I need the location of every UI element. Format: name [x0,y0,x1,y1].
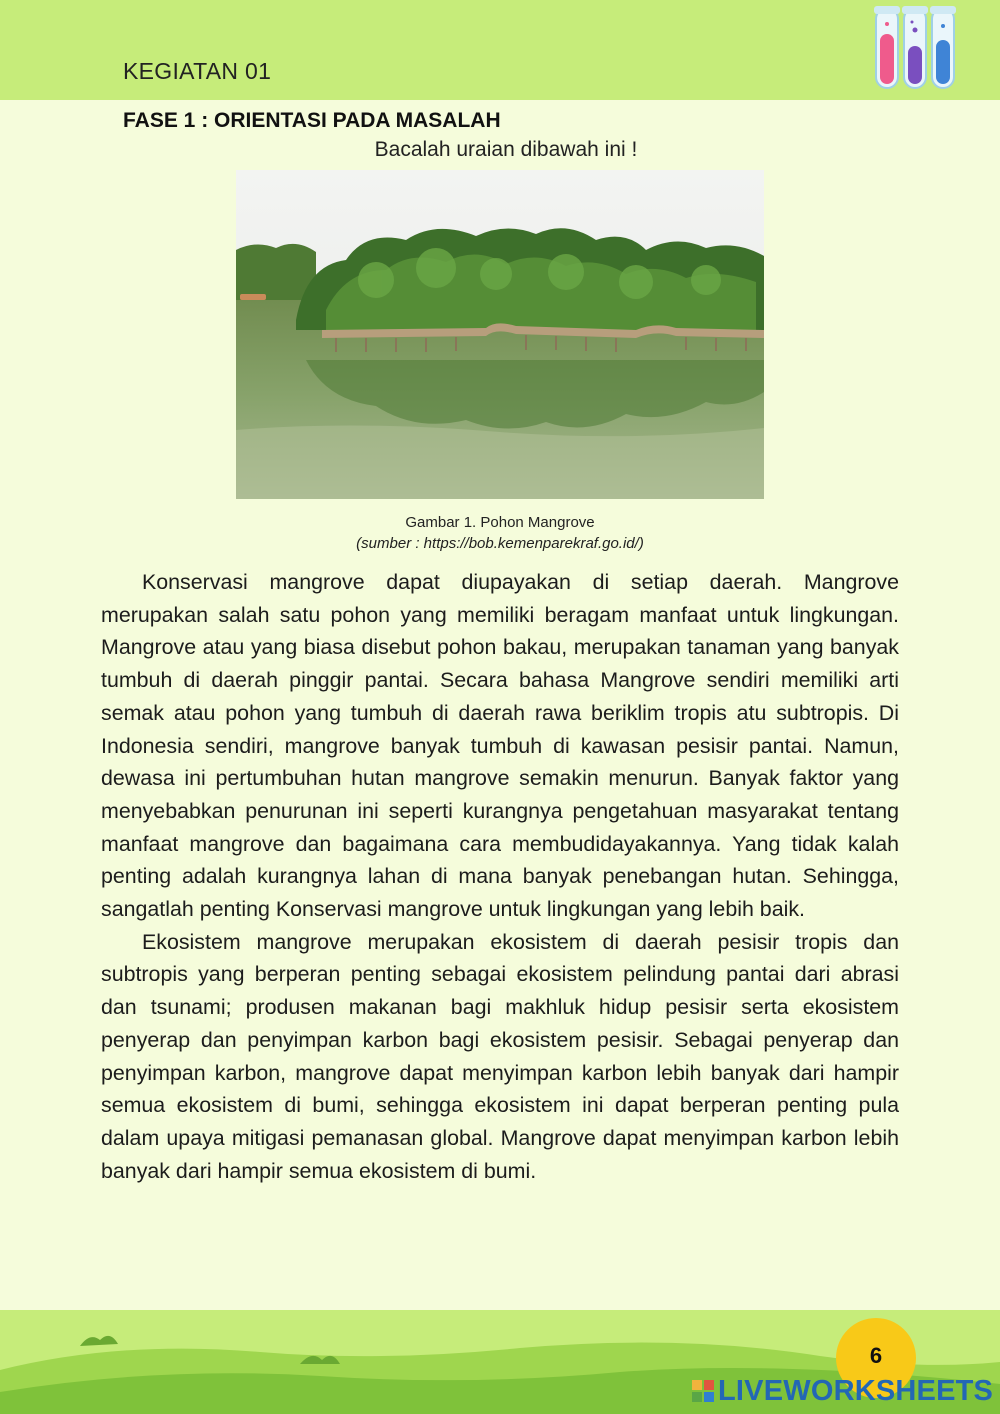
instruction-text: Bacalah uraian dibawah ini ! [374,138,638,161]
paragraph-2: Ekosistem mangrove merupakan ekosistem di daerah pesisir tropis dan subtropis yang berperan penting sebagai ekosistem pelindung pantai dari abrasi dan tsunami; produsen makanan bagi makhluk hidup pesisir serta ekosistem penyerap dan penyimpan karbon bagi ekosistem pesisir. Sebagai penyerap dan penyimpan karbon, mangrove dapat menyimpan karbon lebih banyak dari hampir semua ekosistem di bumi, sehingga ekosistem ini dapat berperan penting pula dalam upaya mitigasi pemanasan global. Mangrove dapat menyimpan karbon lebih banyak dari hampir semua ekosistem di bumi. [101,929,899,1183]
page-title: KEGIATAN 01 [123,58,272,84]
caption-title: Gambar 1. Pohon Mangrove [405,514,595,531]
liveworksheets-brand[interactable] [692,1373,993,1409]
header-band [0,0,1000,100]
test-tubes-icon [868,4,960,94]
brand-name: LIVEWORKSHEETS [718,1374,994,1407]
liveworksheets-logo-icon [692,1380,714,1402]
reading-passage [101,566,899,1187]
page-number: 6 [869,1343,883,1368]
figure-caption [0,512,1000,554]
paragraph-1: Konservasi mangrove dapat diupayakan di setiap daerah. Mangrove merupakan salah satu pohon yang memiliki beragam manfaat untuk lingkungan. Mangrove atau yang biasa disebut pohon bakau, merupakan tanaman yang banyak tumbuh di daerah pinggir pantai. Secara bahasa Mangrove sendiri memiliki arti semak atau pohon yang tumbuh di daerah rawa beriklim tropis atu subtropis. Di Indonesia sendiri, mangrove banyak tumbuh di kawasan pesisir pantai. Namun, dewasa ini pertumbuhan hutan mangrove semakin menurun. Banyak faktor yang menyebabkan penurunan ini seperti kurangnya pengetahuan masyarakat tentang manfaat mangrove dan bagaimana cara membudidayakannya. Yang tidak kalah penting adalah kurangnya lahan di mana banyak penebangan hutan. Sehingga, sangatlah penting Konservasi mangrove untuk lingkungan yang lebih baik. [101,570,899,922]
phase-title: FASE 1 : ORIENTASI PADA MASALAH [123,109,501,132]
mangrove-photo [236,170,764,499]
caption-source: (sumber : https://bob.kemenparekraf.go.id/) [356,535,644,552]
